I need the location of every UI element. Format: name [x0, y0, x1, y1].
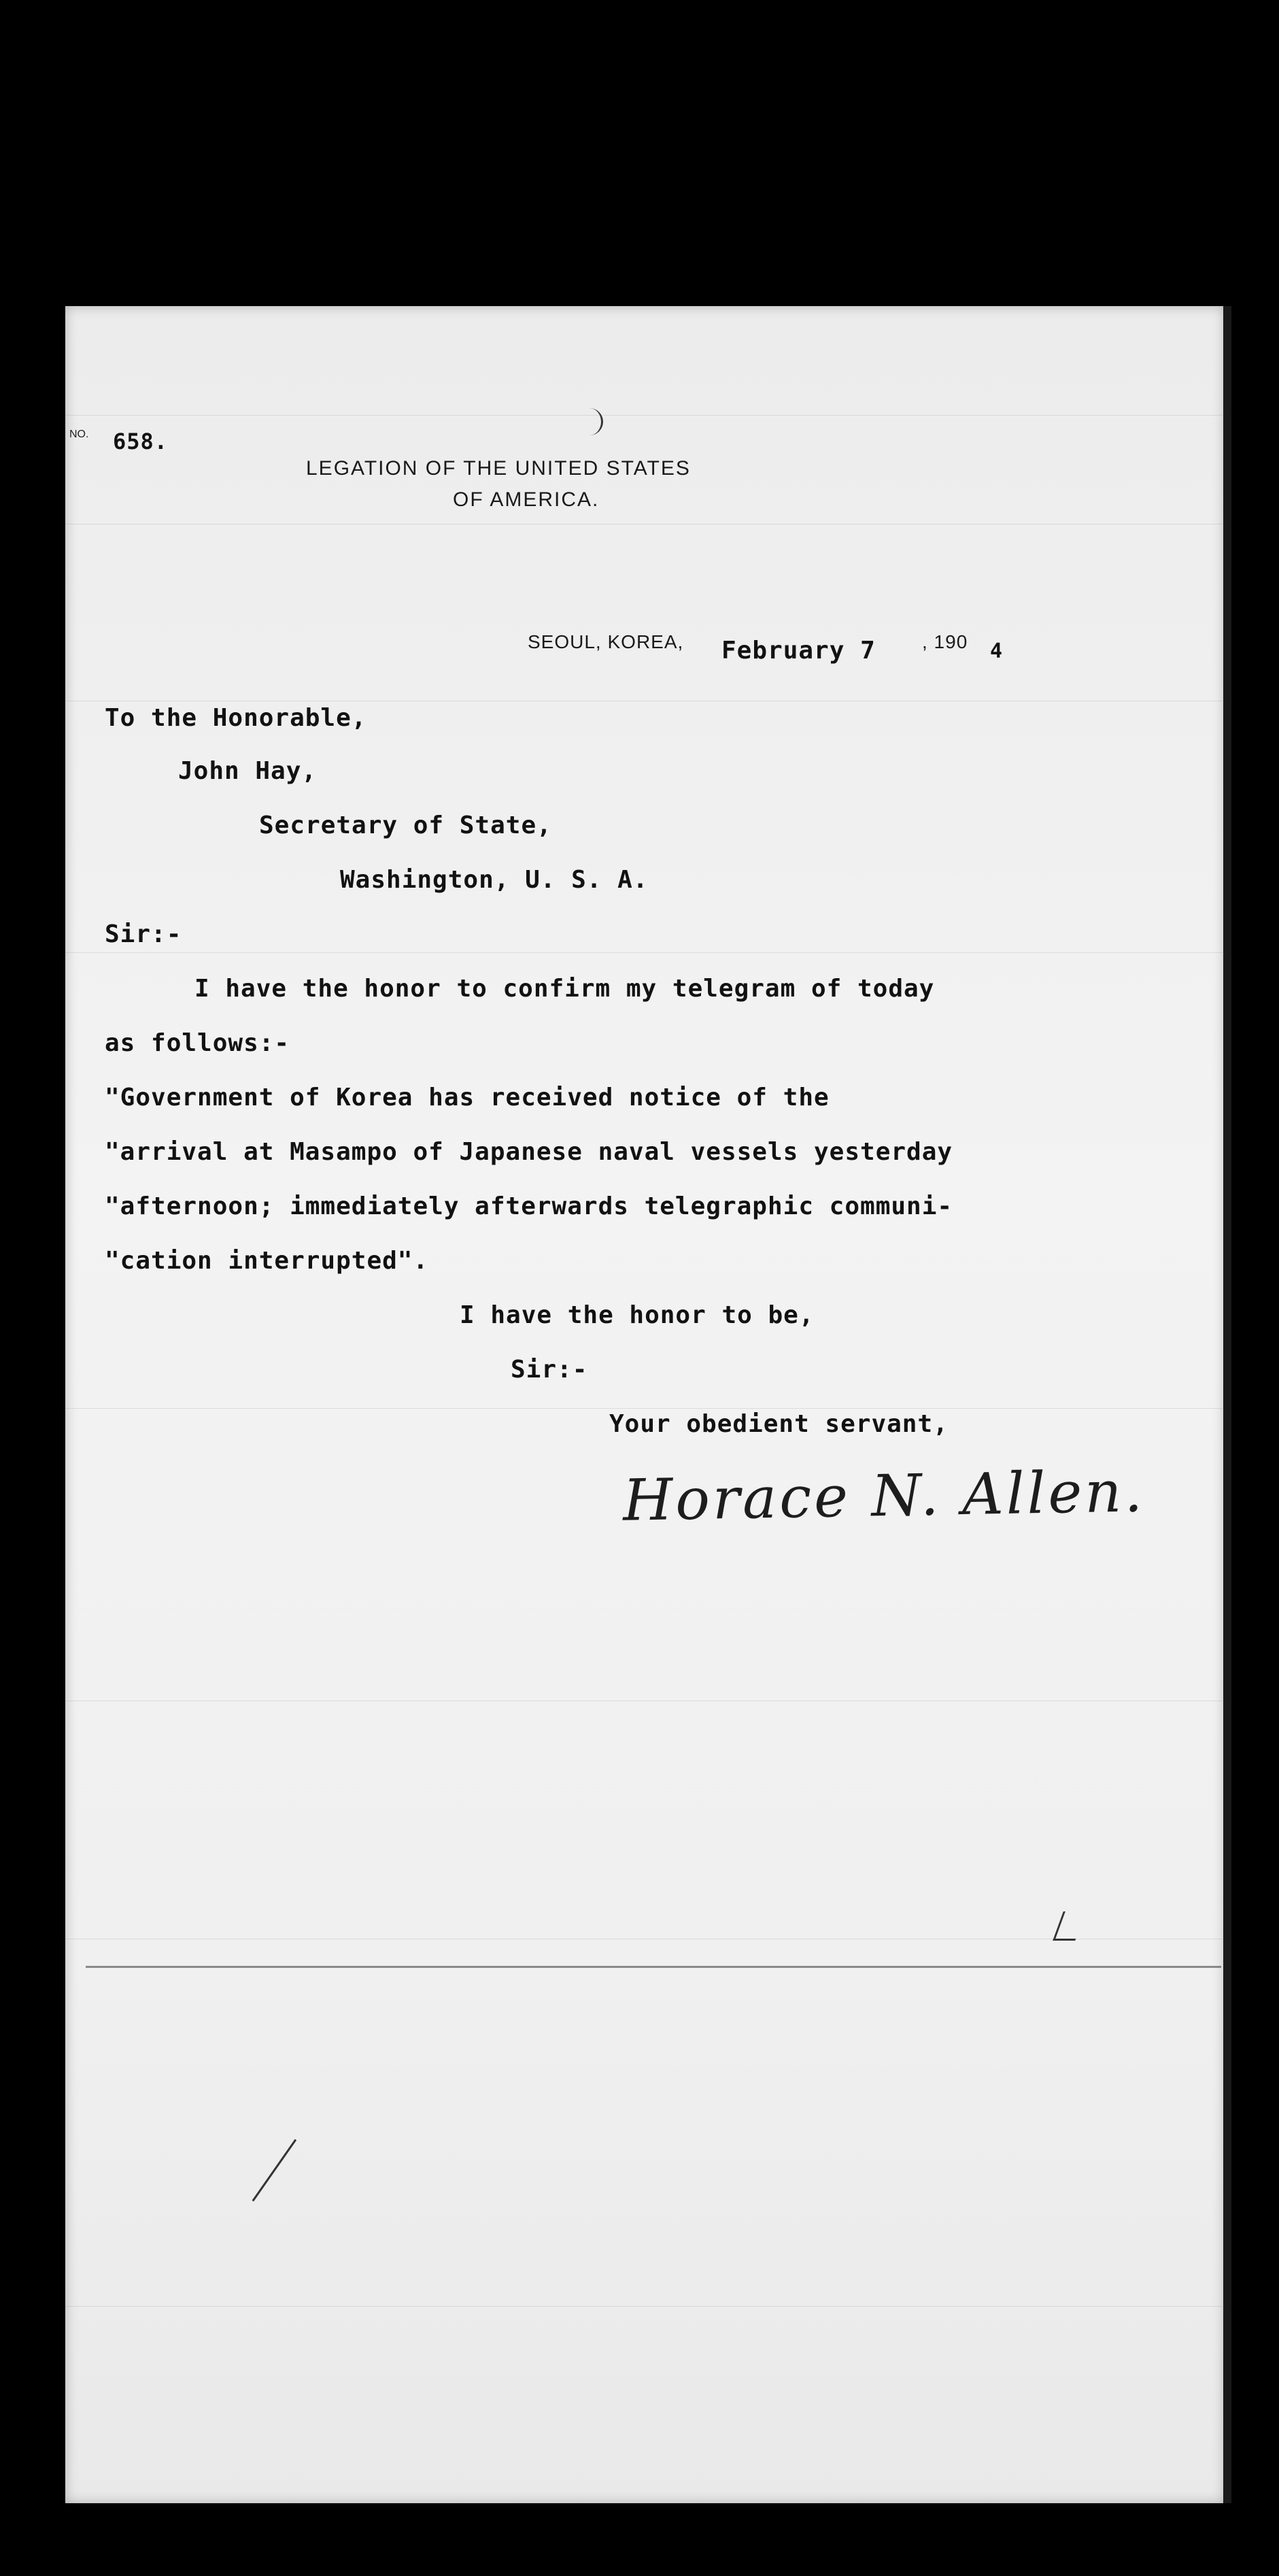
quote-line-3: "afternoon; immediately afterwards telegraphic communi- [105, 1192, 953, 1220]
paper-rule [65, 1408, 1225, 1409]
quote-line-4: "cation interrupted". [105, 1247, 429, 1275]
handwritten-signature: Horace N. Allen. [622, 1458, 1146, 1534]
page-fold-line [86, 1966, 1221, 1968]
date-year-suffix: 4 [990, 639, 1004, 663]
salutation: Sir:- [105, 920, 182, 948]
pen-mark [252, 2139, 364, 2249]
body-line-2: as follows:- [105, 1029, 290, 1057]
pen-mark [582, 408, 603, 435]
closing-line-2: Sir:- [511, 1356, 588, 1384]
letterhead-line-1: LEGATION OF THE UNITED STATES [306, 457, 691, 480]
address-line-4: Washington, U. S. A. [340, 866, 649, 894]
address-line-1: To the Honorable, [105, 704, 367, 732]
paper-rule [65, 415, 1225, 416]
letterhead-line-2: OF AMERICA. [453, 488, 600, 511]
page-edge-shadow [1223, 306, 1231, 2503]
number-label: NO. [69, 429, 89, 440]
paper-rule [65, 952, 1225, 953]
closing-line-1: I have the honor to be, [460, 1301, 815, 1329]
body-line-1: I have the honor to confirm my telegram of today [194, 975, 935, 1003]
address-line-3: Secretary of State, [259, 812, 552, 839]
paper-rule [65, 2306, 1225, 2307]
quote-line-2: "arrival at Masampo of Japanese naval vessels yesterday [105, 1138, 953, 1166]
quote-line-1: "Government of Korea has received notice of the [105, 1084, 830, 1111]
date-month-day: February 7 [721, 637, 876, 665]
pen-mark [1053, 1911, 1086, 1941]
date-year-prefix: , 190 [922, 631, 968, 652]
letter-page [65, 306, 1225, 2503]
document-number: 658. [113, 429, 169, 454]
address-line-2: John Hay, [178, 757, 318, 785]
closing-line-3: Your obedient servant, [609, 1410, 949, 1438]
place-line: SEOUL, KOREA, [528, 631, 684, 652]
